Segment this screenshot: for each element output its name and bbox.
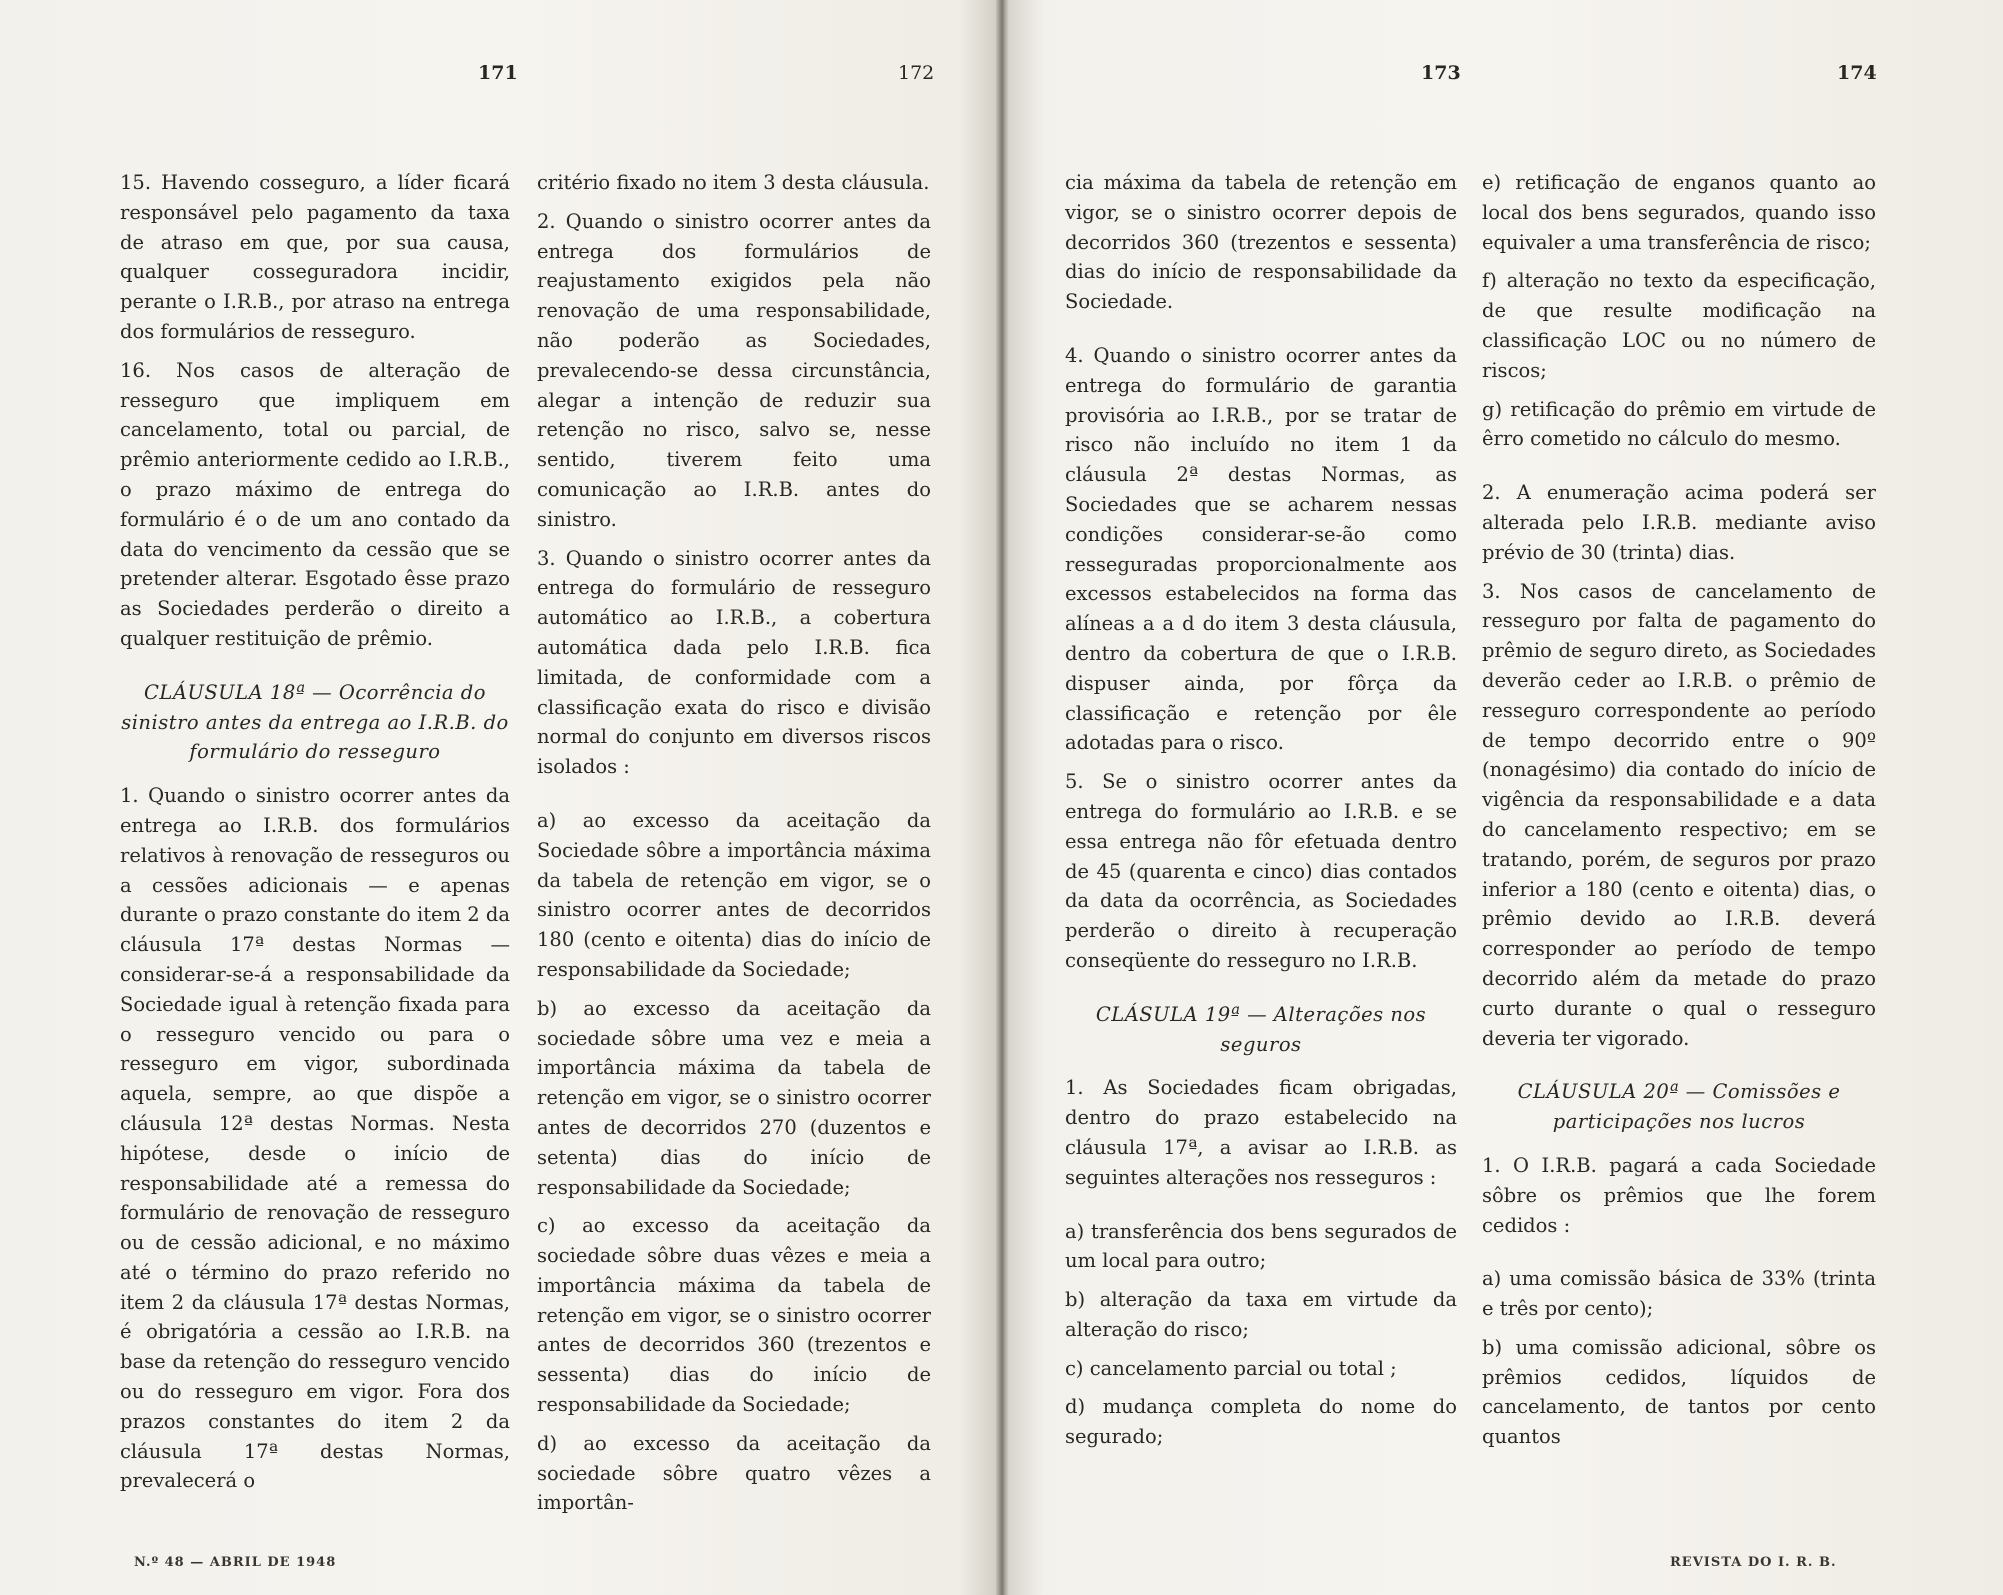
clause-18-continuation: cia máxima da tabela de retenção em vigor, se o sinistro ocorrer depois de decorridos 360 (trezentos e sessenta) dias do início de responsabilidade da Sociedade. [1065,171,1457,314]
clause-19-item-e: e) retificação de enganos quanto ao local dos bens segurados, quando isso equivaler a uma transferência de risco; [1482,171,1876,254]
footer-journal: REVISTA DO I. R. B. [1670,1555,1837,1570]
clause-19-paragraph-2: 2. A enumeração acima poderá ser alterada pelo I.R.B. mediante aviso prévio de 30 (trinta) dias. [1482,481,1876,564]
clause-18-item-d: d) ao excesso da aceitação da sociedade sôbre quatro vêzes a importân- [537,1431,931,1515]
clause-19-item-b: b) alteração da taxa em virtude da alteração do risco; [1065,1288,1457,1341]
clause-19-item-a: a) transferência dos bens segurados de um local para outro; [1065,1219,1457,1273]
clause-19-heading [1065,1000,1457,1060]
page-number-171: 171 [478,62,518,84]
clause-18-paragraph-5: 5. Se o sinistro ocorrer antes da entrega do formulário ao I.R.B. e se essa entrega não fôr efetuada dentro de 45 (quarenta e cinco) dias contados da data da ocorrência, as Sociedades perderão o direito à recuperação conseqüente do resseguro no I.R.B. [1065,770,1457,972]
clause-18-item-b: b) ao excesso da aceitação da sociedade sôbre uma vez e meia a importância máxima da tabela de retenção em vigor, se o sinistro ocorrer antes de decorridos 270 (duzentos e setenta) dias do início de responsabilidade da Sociedade; [537,996,931,1199]
clause-heading-text: CLÁUSULA 20ª — Comissões e participações nos lucros [1517,1080,1841,1134]
clause-19-item-g: g) retificação do prêmio em virtude de êrro cometido no cálculo do mesmo. [1482,397,1876,451]
book-gutter [960,0,1044,1595]
clause-18-paragraph-1: 1. Quando o sinistro ocorrer antes da entrega ao I.R.B. dos formulários relativos à renovação de resseguros ou a cessões adicionais — e apenas durante o prazo constante do item 2 da cláusula 17ª destas Normas — considerar-se-á a responsabilidade da Sociedade igual à retenção fixada para o resseguro vencido ou para o resseguro em vigor, subordinada aquela, sempre, ao que dispõe a cláusula 12ª destas Normas. Nesta hipótese, desde o início de responsabilidade até a remessa do formulário de renovação de resseguro ou de cessão adicional, e no máximo até o término do prazo referido no item 2 da cláusula 17ª destas Normas, é obrigatória a cessão ao I.R.B. na base da retenção do resseguro vencido ou do resseguro em vigor. Fora dos prazos constantes do item 2 da cláusula 17ª destas Normas, prevalecerá o [120,784,510,1493]
clause-18-paragraph-2: 2. Quando o sinistro ocorrer antes da entrega dos formulários de reajustamento exigidos pela não renovação de uma responsabilidade, não poderão as Sociedades, prevalecendo-se dessa circunstância, alegar a intenção de reduzir sua retenção no risco, salvo se, nesse sentido, tiverem feito uma comunicação ao I.R.B. antes do sinistro. [537,209,931,531]
column-page-171 [120,168,510,1505]
clause-18-heading [120,678,510,767]
column-page-172 [537,168,931,1527]
clause-20-paragraph-1: 1. O I.R.B. pagará a cada Sociedade sôbre os prêmios que lhe forem cedidos : [1482,1153,1876,1237]
clause-18-criterio: critério fixado no item 3 desta cláusula. [537,171,930,194]
paragraph-16: 16. Nos casos de alteração de resseguro que impliquem em cancelamento, total ou parcial, de prêmio anteriormente cedido ao I.R.B., o prazo máximo de entrega do formulário é o de um ano contado da data do vencimento da cessão que se pretender alterar. Esgotado êsse prazo as Sociedades perderão o direito a qualquer restituição de prêmio. [120,358,510,650]
page-number-172: 172 [898,62,935,84]
clause-18-paragraph-4: 4. Quando o sinistro ocorrer antes da entrega do formulário de garantia provisória ao I.R.B., por se tratar de risco não incluído no item 1 da cláusula 2ª destas Normas, as Sociedades que se acharem nessas condições considerar-se-ão como resseguradas proporcionalmente aos excessos estabelecidos na forma das alíneas a a d do item 3 desta cláusula, dentro da cobertura de que o I.R.B. dispuser ainda, por fôrça da classificação e retenção por êle adotadas para o risco. [1065,343,1457,755]
clause-20-item-b: b) uma comissão adicional, sôbre os prêmios cedidos, líquidos de cancelamento, de tantos por cento quantos [1482,1335,1876,1449]
clause-20-item-a: a) uma comissão básica de 33% (trinta e três por cento); [1482,1267,1876,1321]
column-page-173 [1065,168,1457,1461]
clause-19-paragraph-3: 3. Nos casos de cancelamento de resseguro por falta de pagamento do prêmio de seguro direto, as Sociedades deverão ceder ao I.R.B. o prêmio de resseguro correspondente ao período de tempo decorrido entre o 90º (nonagésimo) dia contado do início de vigência da responsabilidade e a data do cancelamento respectivo; em se tratando, porém, de seguros por prazo inferior a 180 (cento e oitenta) dias, o prêmio devido ao I.R.B. deverá corresponder ao período de tempo decorrido além da metade do prazo curto durante o qual o resseguro deveria ter vigorado. [1482,579,1876,1050]
clause-heading-text: CLÁUSULA 18ª — Ocorrência do sinistro antes da entrega ao I.R.B. do formulário do resseguro [121,680,509,764]
clause-18-item-a: a) ao excesso da aceitação da Sociedade sôbre a importância máxima da tabela de retenção em vigor, se o sinistro ocorrer antes de decorridos 180 (cento e oitenta) dias do início de responsabilidade da Sociedade; [537,808,931,981]
page-number-173: 173 [1421,62,1461,84]
clause-heading-text: CLÁSULA 19ª — Alterações nos seguros [1095,1002,1427,1056]
page-number-174: 174 [1837,62,1877,84]
clause-18-paragraph-3: 3. Quando o sinistro ocorrer antes da entrega do formulário de resseguro automático ao I.R.B., a cobertura automática dada pelo I.R.B. fica limitada, de conformidade com a classificação exata do risco e divisão normal do conjunto em diversos riscos isolados : [537,546,931,779]
clause-19-item-c: c) cancelamento parcial ou total ; [1065,1356,1397,1380]
footer-issue: N.º 48 — ABRIL DE 1948 [134,1555,337,1570]
column-page-174 [1482,168,1876,1461]
paragraph-15: 15. Havendo cosseguro, a líder ficará responsável pelo pagamento da taxa de atraso em que, por sua causa, qualquer cosseguradora incidir, perante o I.R.B., por atraso na entrega dos formulários de resseguro. [120,171,510,343]
clause-19-item-d: d) mudança completa do nome do segurado; [1065,1395,1457,1449]
clause-20-heading [1482,1077,1876,1137]
clause-18-item-c: c) ao excesso da aceitação da sociedade sôbre duas vêzes e meia a importância máxima da tabela de retenção em vigor, se o sinistro ocorrer antes de decorridos 360 (trezentos e sessenta) dias do início de responsabilidade da Sociedade; [537,1214,931,1417]
clause-19-paragraph-1: 1. As Sociedades ficam obrigadas, dentro do prazo estabelecido na cláusula 17ª, a avisar ao I.R.B. as seguintes alterações nos resseguros : [1065,1076,1457,1189]
clause-19-item-f: f) alteração no texto da especificação, de que resulte modificação na classificação LOC ou no número de riscos; [1482,269,1876,382]
